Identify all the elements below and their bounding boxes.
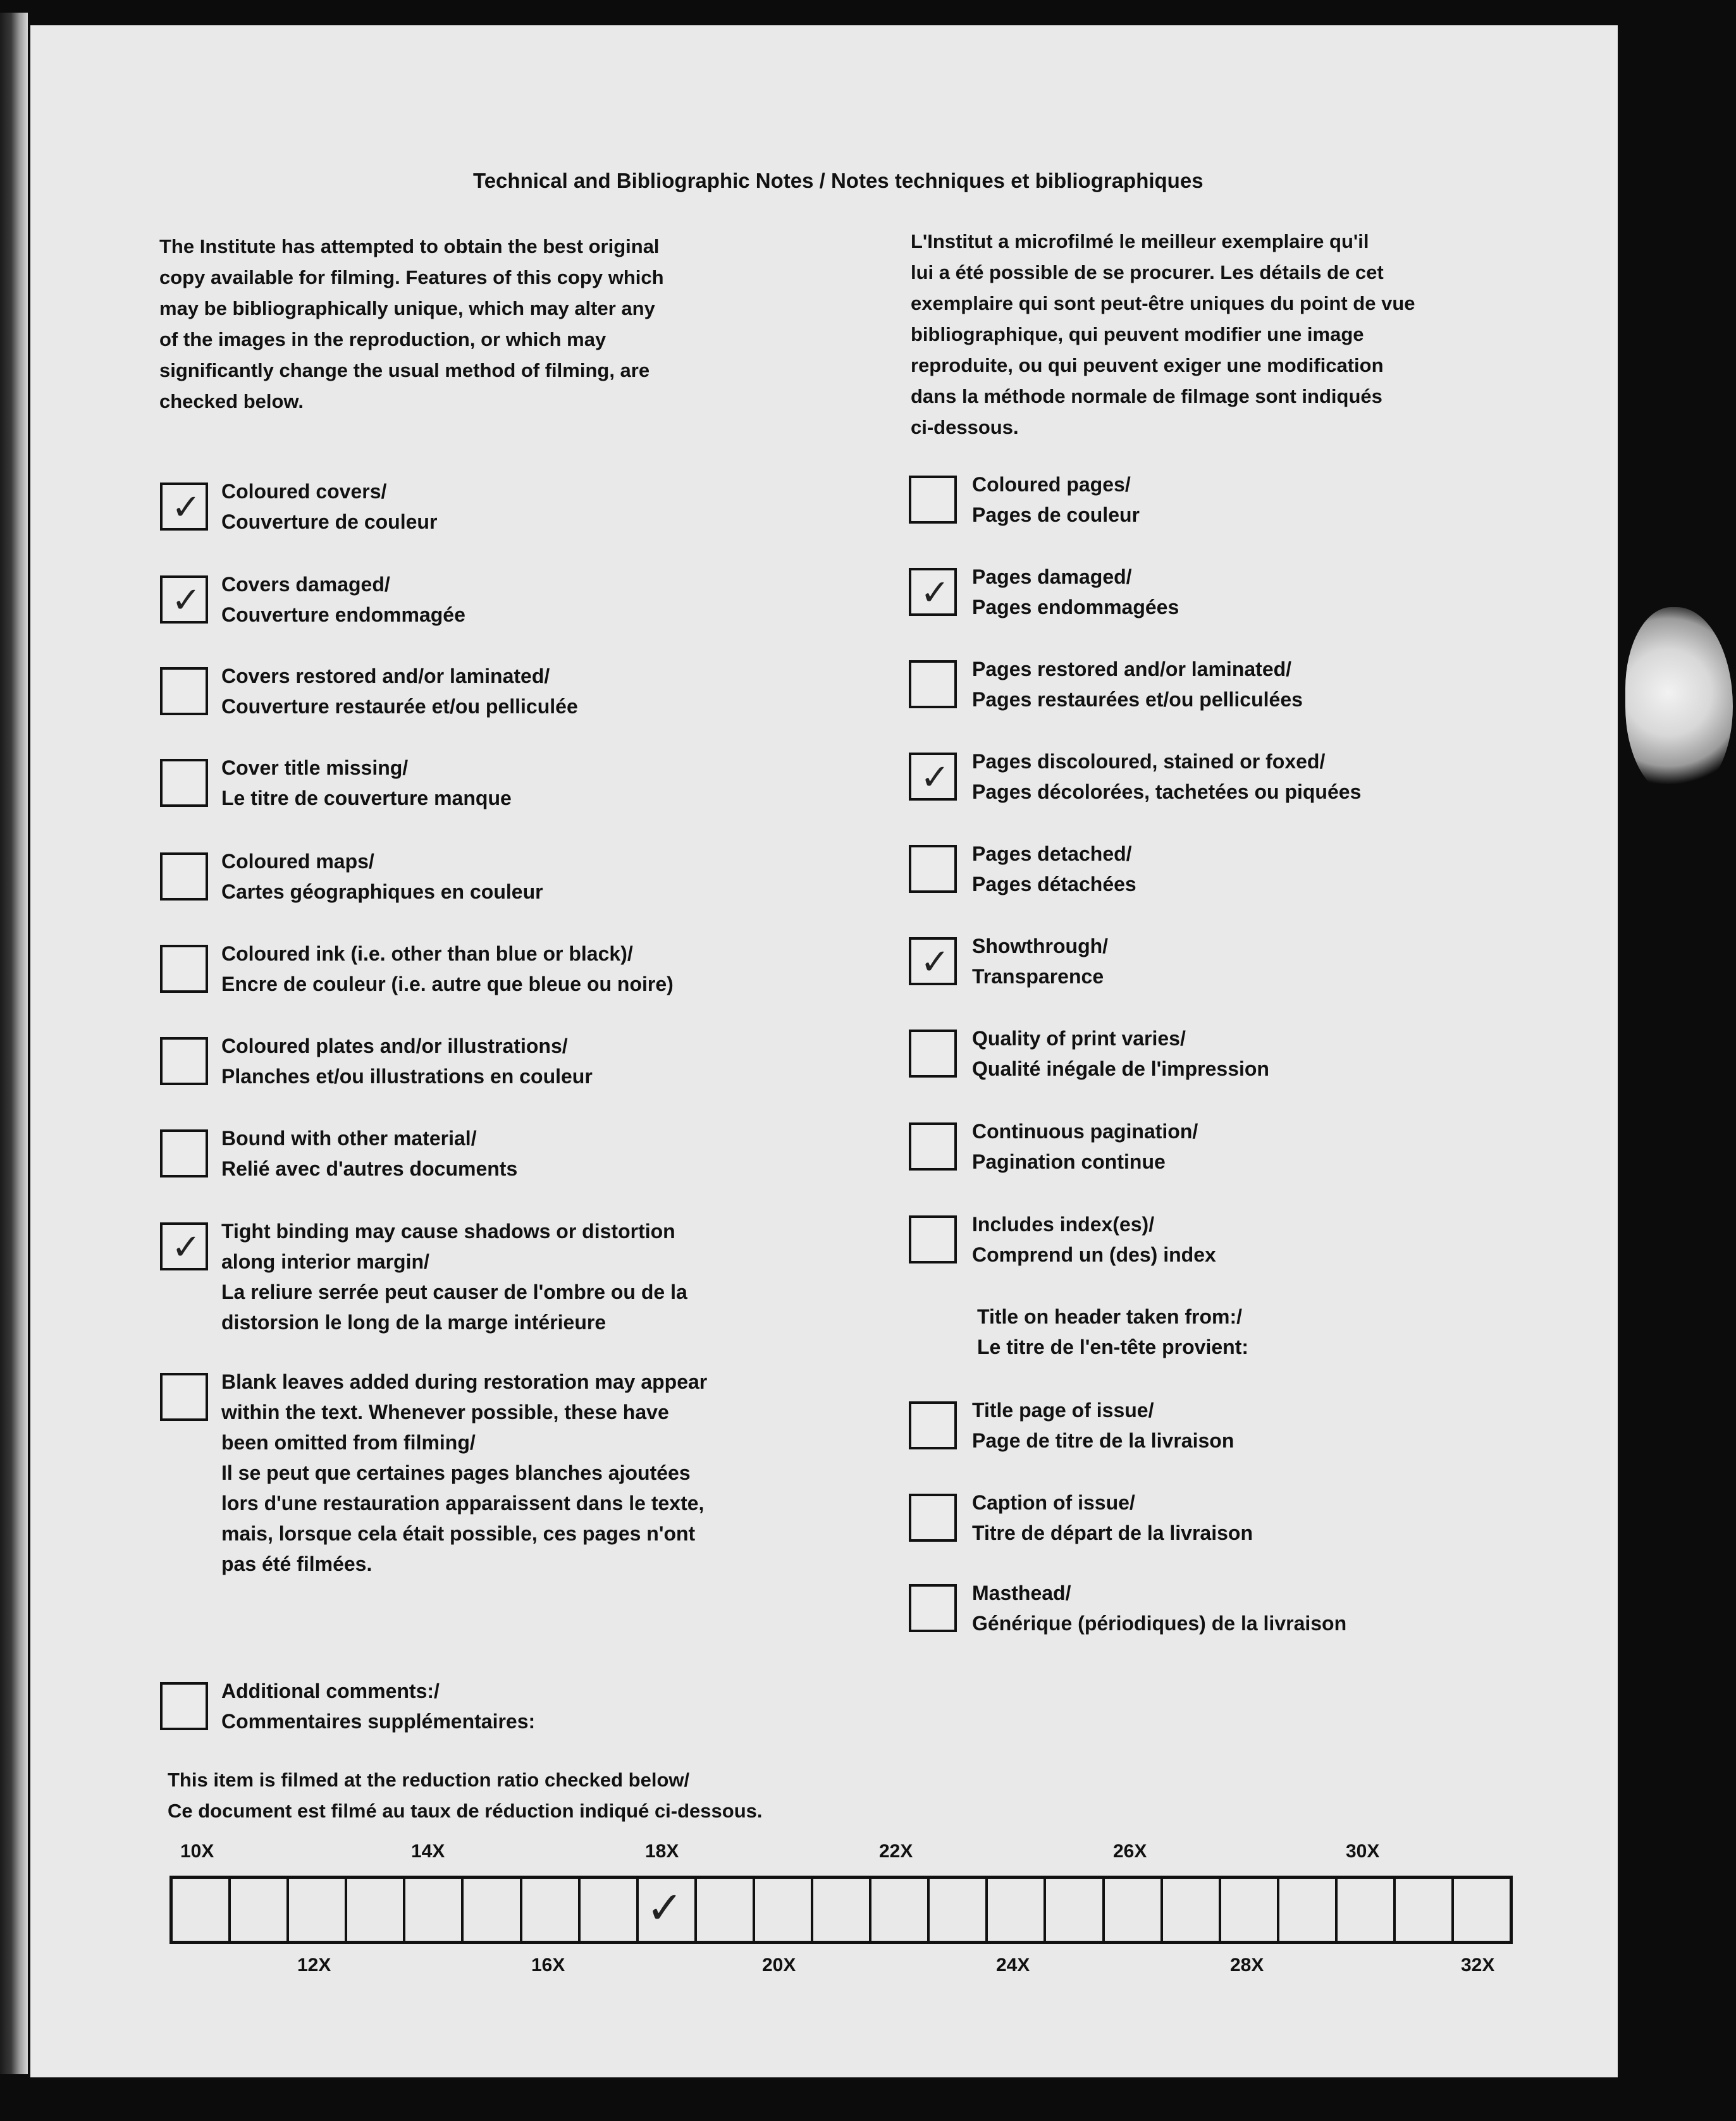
checklist-line: Comprend un (des) index bbox=[972, 1243, 1216, 1266]
right_items-label bbox=[972, 562, 1179, 622]
right_items-label bbox=[972, 1487, 1253, 1548]
check-mark-icon: ✓ bbox=[920, 572, 950, 613]
ratio-label-top: 10X bbox=[180, 1841, 214, 1862]
right_items-label bbox=[972, 839, 1136, 899]
ratio-label-bottom: 24X bbox=[996, 1955, 1030, 1976]
ratio-label-bottom: 28X bbox=[1230, 1955, 1264, 1976]
right_items-checkbox[interactable] bbox=[909, 1215, 957, 1263]
right_items-checkbox[interactable] bbox=[909, 1401, 957, 1449]
left_items-label bbox=[221, 938, 674, 999]
check-mark-icon: ✓ bbox=[646, 1882, 684, 1934]
right_items-checkbox[interactable] bbox=[909, 1122, 957, 1171]
intro-english-line: of the images in the reproduction, or which may bbox=[159, 328, 606, 350]
left_items-checkbox[interactable] bbox=[160, 575, 208, 624]
header-source-line: Le titre de l'en-tête provient: bbox=[977, 1336, 1248, 1358]
ratio-cell[interactable] bbox=[347, 1879, 405, 1941]
intro-french-line: reproduite, ou qui peuvent exiger une modification bbox=[911, 354, 1384, 376]
check-mark-icon: ✓ bbox=[171, 487, 201, 528]
right_items-label bbox=[972, 469, 1140, 530]
right_items-label bbox=[972, 931, 1108, 992]
checklist-line: Le titre de couverture manque bbox=[221, 787, 512, 809]
ratio-cell[interactable] bbox=[1221, 1879, 1279, 1941]
ratio-cell[interactable] bbox=[1454, 1879, 1510, 1941]
intro-french-line: exemplaire qui sont peut-être uniques du point de vue bbox=[911, 292, 1415, 314]
right_items-label bbox=[972, 1578, 1346, 1638]
left_items-label bbox=[221, 569, 465, 630]
ratio-cell[interactable] bbox=[1396, 1879, 1454, 1941]
checklist-line: Pages restored and/or laminated/ bbox=[972, 658, 1292, 680]
checklist-line: Coloured covers/ bbox=[221, 480, 387, 503]
left_items-checkbox[interactable] bbox=[160, 759, 208, 807]
reduction-ratio-scale bbox=[169, 1876, 1513, 1944]
intro-english-line: may be bibliographically unique, which may alter any bbox=[159, 297, 655, 319]
right_items-label bbox=[972, 1023, 1269, 1084]
ratio-label-top: 22X bbox=[879, 1841, 913, 1862]
intro-french-line: dans la méthode normale de filmage sont indiqués bbox=[911, 385, 1382, 407]
ratio-label-bottom: 12X bbox=[297, 1955, 331, 1976]
checklist-line: Couverture endommagée bbox=[221, 603, 465, 626]
checklist-line: Coloured ink (i.e. other than blue or black)/ bbox=[221, 942, 633, 965]
ratio-cell[interactable] bbox=[697, 1879, 755, 1941]
intro-english-line: checked below. bbox=[159, 390, 304, 412]
checklist-line: Pages restaurées et/ou pelliculées bbox=[972, 688, 1303, 711]
checklist-line: Masthead/ bbox=[972, 1582, 1071, 1604]
right_items-checkbox[interactable] bbox=[909, 845, 957, 893]
checklist-line: Continuous pagination/ bbox=[972, 1120, 1198, 1143]
checklist-line: been omitted from filming/ bbox=[221, 1431, 476, 1454]
ratio-cell[interactable] bbox=[522, 1879, 581, 1941]
ratio-cell[interactable] bbox=[1279, 1879, 1338, 1941]
left_items-checkbox[interactable] bbox=[160, 945, 208, 993]
checklist-line: Includes index(es)/ bbox=[972, 1213, 1155, 1236]
right_items-label bbox=[972, 1395, 1234, 1456]
ratio-label-top: 30X bbox=[1346, 1841, 1380, 1862]
checklist-line: Commentaires supplémentaires: bbox=[221, 1710, 536, 1733]
ratio-cell[interactable] bbox=[405, 1879, 464, 1941]
checklist-line: mais, lorsque cela était possible, ces pages n'ont bbox=[221, 1522, 696, 1545]
checklist-line: Bound with other material/ bbox=[221, 1127, 477, 1150]
left_items-label bbox=[221, 1216, 687, 1337]
left_items-checkbox[interactable] bbox=[160, 1222, 208, 1270]
checklist-line: lors d'une restauration apparaissent dans le texte, bbox=[221, 1492, 705, 1515]
checklist-line: Encre de couleur (i.e. autre que bleue ou noire) bbox=[221, 973, 674, 995]
checklist-line: Coloured plates and/or illustrations/ bbox=[221, 1035, 568, 1057]
header-source-note bbox=[977, 1301, 1248, 1362]
checklist-line: Couverture de couleur bbox=[221, 510, 438, 533]
ratio-label-top: 14X bbox=[411, 1841, 445, 1862]
ratio-label-top: 26X bbox=[1113, 1841, 1147, 1862]
checklist-line: Covers restored and/or laminated/ bbox=[221, 665, 550, 687]
checklist-line: pas été filmées. bbox=[221, 1552, 372, 1575]
checklist-line: Qualité inégale de l'impression bbox=[972, 1057, 1269, 1080]
left_items-label bbox=[221, 1676, 535, 1737]
right_items-label bbox=[972, 746, 1361, 807]
ratio-cell[interactable] bbox=[581, 1879, 639, 1941]
checklist-line: Pages détachées bbox=[972, 873, 1136, 895]
intro-english-line: significantly change the usual method of filming, are bbox=[159, 359, 650, 381]
ratio-cell[interactable] bbox=[231, 1879, 289, 1941]
checklist-line: Covers damaged/ bbox=[221, 573, 390, 596]
header-source-line: Title on header taken from:/ bbox=[977, 1305, 1243, 1328]
checklist-line: Transparence bbox=[972, 965, 1104, 988]
checklist-line: Pages damaged/ bbox=[972, 565, 1132, 588]
checklist-line: Générique (périodiques) de la livraison bbox=[972, 1612, 1347, 1635]
ratio-label-bottom: 20X bbox=[762, 1955, 796, 1976]
ratio-cell[interactable] bbox=[755, 1879, 813, 1941]
checklist-line: Pages detached/ bbox=[972, 842, 1132, 865]
check-mark-icon: ✓ bbox=[920, 757, 950, 798]
checklist-line: Cartes géographiques en couleur bbox=[221, 880, 543, 903]
left_items-checkbox[interactable] bbox=[160, 667, 208, 715]
left_items-label bbox=[221, 753, 512, 813]
checklist-line: Showthrough/ bbox=[972, 935, 1109, 957]
ratio-label-top: 18X bbox=[645, 1841, 679, 1862]
checklist-line: Coloured pages/ bbox=[972, 473, 1131, 496]
intro-french-line: ci-dessous. bbox=[911, 416, 1019, 438]
left_items-checkbox[interactable] bbox=[160, 1037, 208, 1085]
checklist-line: Additional comments:/ bbox=[221, 1680, 440, 1702]
left_items-label bbox=[221, 846, 543, 907]
right_items-label bbox=[972, 654, 1303, 715]
intro-english bbox=[159, 231, 664, 417]
ratio-cell[interactable] bbox=[289, 1879, 347, 1941]
ratio-cell[interactable] bbox=[173, 1879, 231, 1941]
intro-french-line: lui a été possible de se procurer. Les détails de cet bbox=[911, 261, 1384, 283]
checklist-line: distorsion le long de la marge intérieure bbox=[221, 1311, 606, 1334]
checklist-line: Titre de départ de la livraison bbox=[972, 1522, 1253, 1544]
checklist-line: Pages endommagées bbox=[972, 596, 1179, 618]
edge-stain bbox=[1625, 607, 1733, 797]
checklist-line: Tight binding may cause shadows or distortion bbox=[221, 1220, 675, 1243]
ratio-label-bottom: 16X bbox=[531, 1955, 565, 1976]
checklist-line: Page de titre de la livraison bbox=[972, 1429, 1234, 1452]
intro-french bbox=[911, 226, 1415, 443]
checklist-line: Pages décolorées, tachetées ou piquées bbox=[972, 780, 1362, 803]
ratio-cell[interactable] bbox=[988, 1879, 1046, 1941]
right_items-checkbox[interactable] bbox=[909, 1494, 957, 1542]
page-title: Technical and Bibliographic Notes / Notes techniques et bibliographiques bbox=[473, 169, 1204, 192]
right_items-checkbox[interactable] bbox=[909, 937, 957, 985]
checklist-line: Pagination continue bbox=[972, 1150, 1166, 1173]
checklist-line: Planches et/ou illustrations en couleur bbox=[221, 1065, 593, 1088]
left_items-checkbox[interactable] bbox=[160, 483, 208, 531]
ratio-cell[interactable] bbox=[813, 1879, 871, 1941]
right_items-checkbox[interactable] bbox=[909, 476, 957, 524]
checklist-line: Title page of issue/ bbox=[972, 1399, 1154, 1422]
left_items-checkbox[interactable] bbox=[160, 1129, 208, 1177]
left_items-checkbox[interactable] bbox=[160, 1373, 208, 1421]
checklist-line: Il se peut que certaines pages blanches ajoutées bbox=[221, 1461, 691, 1484]
checklist-line: Caption of issue/ bbox=[972, 1491, 1135, 1514]
check-mark-icon: ✓ bbox=[920, 942, 950, 983]
right_items-checkbox[interactable] bbox=[909, 1584, 957, 1632]
ratio-cell[interactable] bbox=[930, 1879, 988, 1941]
ratio-cell[interactable] bbox=[1163, 1879, 1221, 1941]
left_items-checkbox[interactable] bbox=[160, 852, 208, 901]
ratio-label-bottom: 32X bbox=[1461, 1955, 1495, 1976]
checklist-line: Pages de couleur bbox=[972, 503, 1140, 526]
right_items-checkbox[interactable] bbox=[909, 660, 957, 708]
ratio-cell[interactable] bbox=[1105, 1879, 1163, 1941]
ratio-cell[interactable] bbox=[871, 1879, 930, 1941]
right_items-checkbox[interactable] bbox=[909, 753, 957, 801]
checklist-line: La reliure serrée peut causer de l'ombre ou de la bbox=[221, 1281, 687, 1303]
checklist-line: Couverture restaurée et/ou pelliculée bbox=[221, 695, 578, 718]
checklist-line: Blank leaves added during restoration may appear bbox=[221, 1370, 708, 1393]
checklist-line: within the text. Whenever possible, these have bbox=[221, 1401, 669, 1423]
check-mark-icon: ✓ bbox=[171, 1227, 201, 1268]
right_items-label bbox=[972, 1209, 1216, 1270]
left_items-label bbox=[221, 1367, 707, 1579]
left_items-checkbox[interactable] bbox=[160, 1682, 208, 1730]
left_items-label bbox=[221, 476, 437, 537]
ratio-cell[interactable] bbox=[464, 1879, 522, 1941]
check-mark-icon: ✓ bbox=[171, 580, 201, 621]
checklist-line: Quality of print varies/ bbox=[972, 1027, 1186, 1050]
right_items-checkbox[interactable] bbox=[909, 568, 957, 616]
ratio-cell[interactable] bbox=[639, 1879, 697, 1941]
reduction-ratio-note bbox=[168, 1764, 763, 1826]
intro-french-line: L'Institut a microfilmé le meilleur exemplaire qu'il bbox=[911, 230, 1369, 252]
reduction-note-line: Ce document est filmé au taux de réduction indiqué ci-dessous. bbox=[168, 1800, 763, 1822]
intro-english-line: The Institute has attempted to obtain the best original bbox=[159, 235, 660, 257]
checklist-line: along interior margin/ bbox=[221, 1250, 429, 1273]
checklist-line: Coloured maps/ bbox=[221, 850, 374, 873]
checklist-line: Cover title missing/ bbox=[221, 756, 409, 779]
left_items-label bbox=[221, 661, 578, 722]
intro-english-line: copy available for filming. Features of this copy which bbox=[159, 266, 664, 288]
right_items-label bbox=[972, 1116, 1198, 1177]
intro-french-line: bibliographique, qui peuvent modifier une image bbox=[911, 323, 1364, 345]
checklist-line: Pages discoloured, stained or foxed/ bbox=[972, 750, 1326, 773]
left_items-label bbox=[221, 1123, 517, 1184]
reduction-note-line: This item is filmed at the reduction ratio checked below/ bbox=[168, 1769, 690, 1791]
ratio-cell[interactable] bbox=[1338, 1879, 1396, 1941]
scan-left-edge bbox=[0, 13, 28, 2074]
ratio-cell[interactable] bbox=[1046, 1879, 1104, 1941]
checklist-line: Relié avec d'autres documents bbox=[221, 1157, 518, 1180]
left_items-label bbox=[221, 1031, 593, 1091]
right_items-checkbox[interactable] bbox=[909, 1030, 957, 1078]
